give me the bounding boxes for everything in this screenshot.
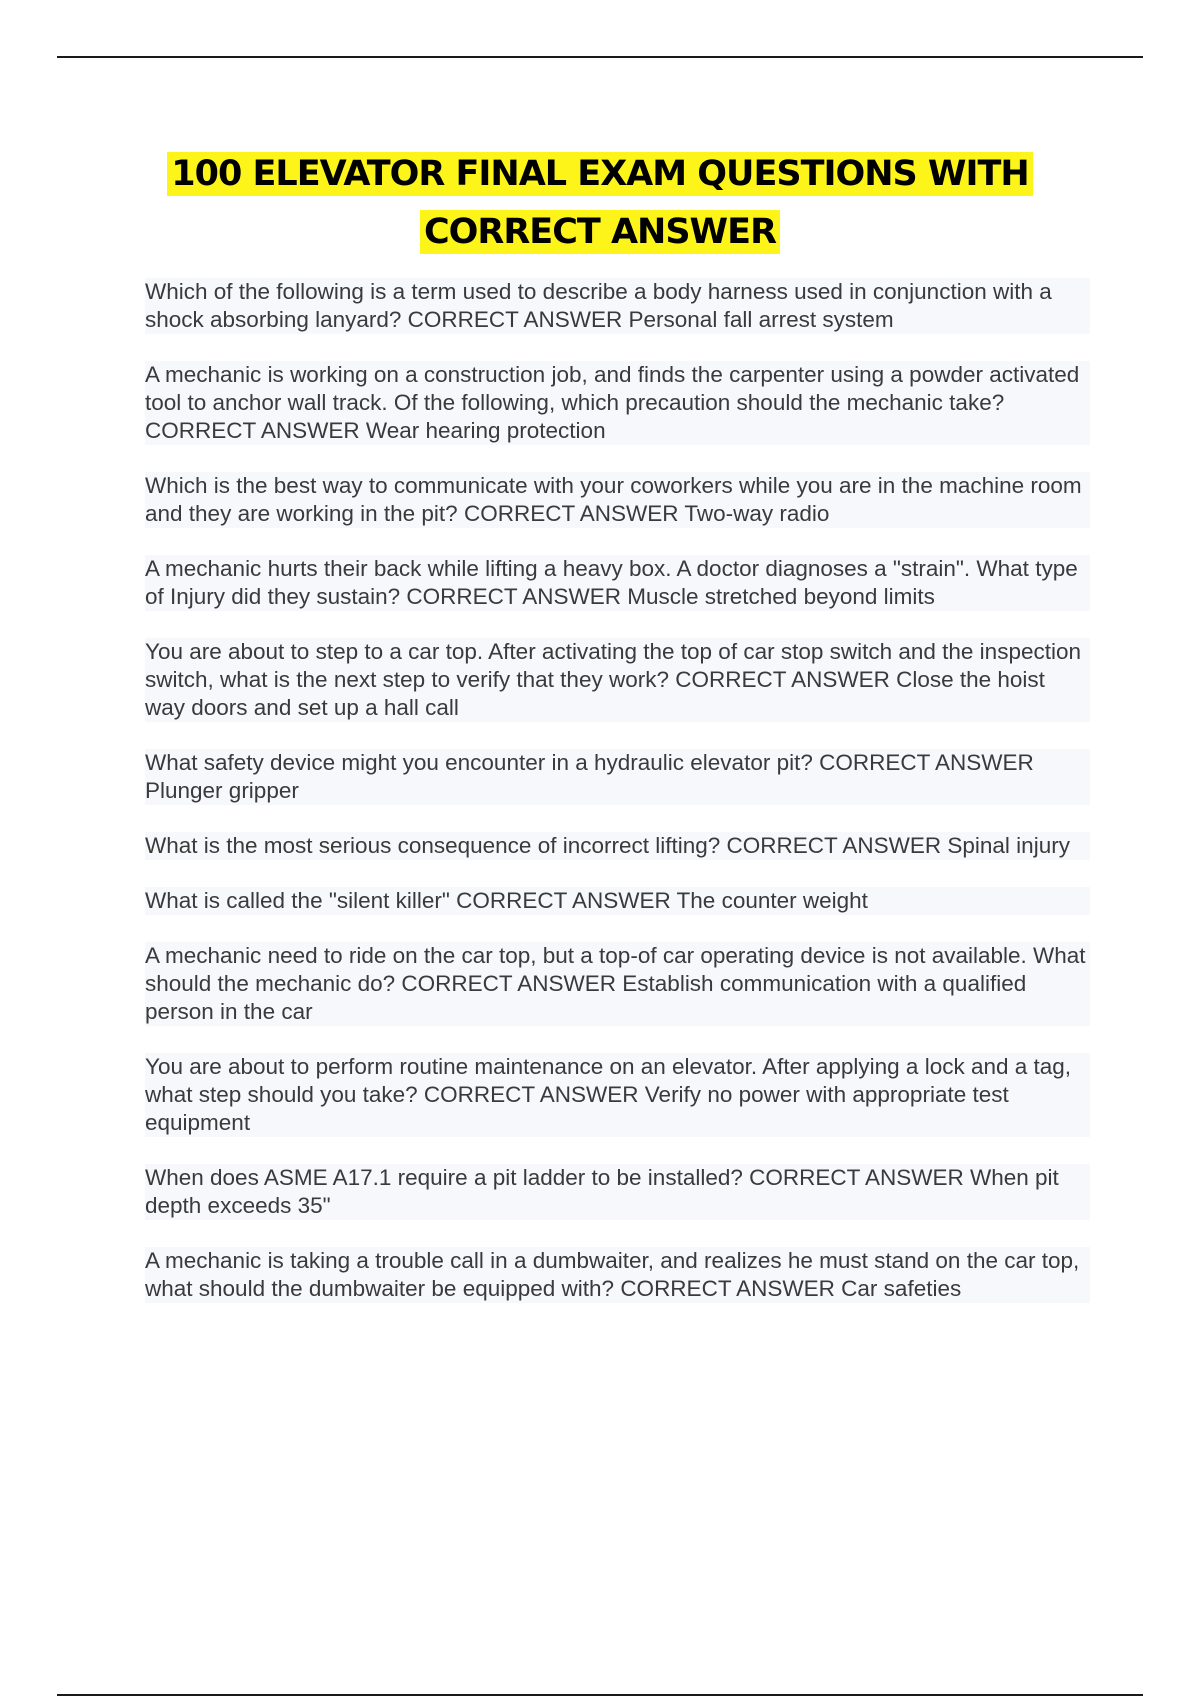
header-rule: [57, 56, 1143, 58]
qa-item: What is the most serious consequence of incorrect lifting? CORRECT ANSWER Spinal injury: [145, 832, 1090, 860]
qa-item: You are about to perform routine maintenance on an elevator. After applying a lock and a tag, what step should you take? CORRECT ANSWER Verify no power with appropriate test equipment: [145, 1053, 1090, 1137]
question-answer-list: [145, 278, 1090, 1330]
qa-item: What safety device might you encounter in a hydraulic elevator pit? CORRECT ANSWER Plunger gripper: [145, 749, 1090, 805]
qa-item: You are about to step to a car top. After activating the top of car stop switch and the inspection switch, what is the next step to verify that they work? CORRECT ANSWER Close the hoist way doors and set up a hall call: [145, 638, 1090, 722]
title-line-2: CORRECT ANSWER: [420, 210, 780, 254]
title-line-1: 100 ELEVATOR FINAL EXAM QUESTIONS WITH: [167, 152, 1032, 196]
qa-item: When does ASME A17.1 require a pit ladder to be installed? CORRECT ANSWER When pit depth exceeds 35": [145, 1164, 1090, 1220]
qa-item: Which of the following is a term used to describe a body harness used in conjunction with a shock absorbing lanyard? CORRECT ANSWER Personal fall arrest system: [145, 278, 1090, 334]
qa-item: A mechanic need to ride on the car top, but a top-of car operating device is not available. What should the mechanic do? CORRECT ANSWER Establish communication with a qualified person in the car: [145, 942, 1090, 1026]
qa-item: A mechanic is working on a construction job, and finds the carpenter using a powder activated tool to anchor wall track. Of the following, which precaution should the mechanic take? CORRECT ANSWER Wear hearing protection: [145, 361, 1090, 445]
qa-item: What is called the "silent killer" CORRECT ANSWER The counter weight: [145, 887, 1090, 915]
qa-item: A mechanic is taking a trouble call in a dumbwaiter, and realizes he must stand on the car top, what should the dumbwaiter be equipped with? CORRECT ANSWER Car safeties: [145, 1247, 1090, 1303]
qa-item: A mechanic hurts their back while lifting a heavy box. A doctor diagnoses a "strain". What type of Injury did they sustain? CORRECT ANSWER Muscle stretched beyond limits: [145, 555, 1090, 611]
footer-rule: [57, 1694, 1143, 1696]
page-title: [0, 145, 1200, 261]
qa-item: Which is the best way to communicate with your coworkers while you are in the machine room and they are working in the pit? CORRECT ANSWER Two-way radio: [145, 472, 1090, 528]
